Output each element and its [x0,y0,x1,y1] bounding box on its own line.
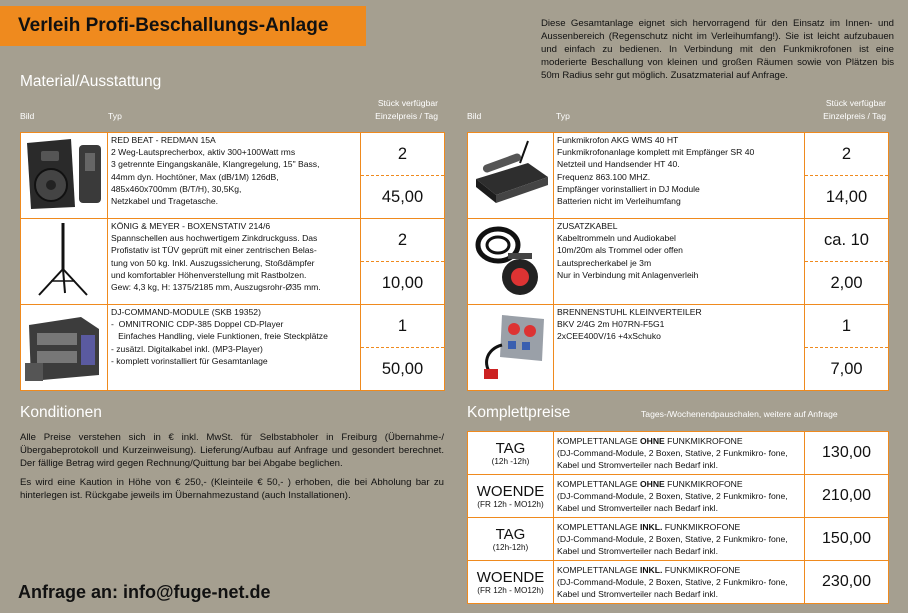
col-bild-left: Bild [20,111,35,121]
col-stueck-right: Stück verfügbar [825,98,886,108]
product-image-distributor [468,305,554,391]
konditionen-text [20,431,444,508]
table-row [468,518,889,561]
kp-desc-cell: KOMPLETTANLAGE INKL. FUNKMIKROFONE (DJ-Command-Module, 2 Boxen, Stative, 2 Funkmikro- fone, Kabel und Stromverteiler nach Bedarf inkl. [554,561,805,604]
kp-price-cell: 230,00 [805,561,889,604]
kp-label-cell: WOENDE (FR 12h - MO12h) [468,561,554,604]
komplettpreise-note: Tages-/Wochenendpauschalen, weitere auf Anfrage [641,409,838,419]
power-distributor-icon [468,305,552,385]
count-cable: ca. 10 [805,219,889,262]
product-image-speaker [21,133,108,219]
kp-label-cell: WOENDE (FR 12h - MO12h) [468,475,554,518]
count-distributor: 1 [805,305,889,348]
col-preis-left: Einzelpreis / Tag [375,111,438,121]
komplettpreise-title: Komplettpreise [467,404,571,421]
konditionen-title: Konditionen [20,404,102,421]
col-typ-right: Typ [556,111,570,121]
product-desc-stand: KÖNIG & MEYER - BOXENSTATIV 214/6 Spannschellen aus hochwertigem Zinkdruckguss. Das Profistativ ist TÜV geprüft mit einer zentrischen Belas- tung von 50 kg. Inkl. Auszugssicherung, Stoßdämpfer und komfortabler Höhenverstellung mit Rastbolzen. Gew: 4,3 kg, H: 1375/2185 mm, Auszugsrohr-Ø35 mm. [108,219,361,305]
product-desc-cable: ZUSATZKABEL Kabeltrommeln und Audiokabel 10m/20m als Trommel oder offen Lautsprecherkabel je 3m Nur in Verbindung mit Anlagenverleih [554,219,805,305]
col-stueck-left: Stück verfügbar [377,98,438,108]
kp-price-cell: 210,00 [805,475,889,518]
product-desc-distributor: BRENNENSTUHL KLEINVERTEILER BKV 2/4G 2m H07RN-F5G1 2xCEE400V/16 +4xSchuko [554,305,805,391]
wireless-mic-icon [468,133,552,213]
dj-module-icon [21,305,106,385]
table-row [468,475,889,518]
price-cable: 2,00 [805,262,889,305]
price-stand: 10,00 [361,262,445,305]
cable-reel-icon [468,219,552,299]
speaker-icon [21,133,106,213]
table-row [468,432,889,475]
kp-desc-cell: KOMPLETTANLAGE INKL. FUNKMIKROFONE (DJ-Command-Module, 2 Boxen, Stative, 2 Funkmikro- fone, Kabel und Stromverteiler nach Bedarf inkl. [554,518,805,561]
count-stand: 2 [361,219,445,262]
price-speaker: 45,00 [361,176,445,219]
kp-desc-cell: KOMPLETTANLAGE OHNE FUNKMIKROFONE (DJ-Command-Module, 2 Boxen, Stative, 2 Funkmikro- fone, Kabel und Stromverteiler nach Bedarf inkl. [554,475,805,518]
title-banner [0,6,366,46]
count-dj-module: 1 [361,305,445,348]
product-image-dj-module [21,305,108,391]
col-preis-right: Einzelpreis / Tag [823,111,886,121]
left-product-table [20,132,445,391]
product-image-cable [468,219,554,305]
product-desc-mic: Funkmikrofon AKG WMS 40 HT Funkmikrofonanlage komplett mit Empfänger SR 40 Netzteil und Handsender HT 40. Frequenz 863.100 MHZ. Empfänger vorinstalliert in DJ Module Batterien nicht im Verleihumfang [554,133,805,219]
konditionen-paragraph-2: Es wird eine Kaution in Höhe von € 250,- (Kleinteile € 50,- ) erhoben, die bei Abholung bar zu hinterlegen ist. Rückgabe jeweils im Übernahmezustand (auch Installationen). [20,477,444,501]
right-product-table [467,132,889,391]
price-mic: 14,00 [805,176,889,219]
konditionen-paragraph-1: Alle Preise verstehen sich in € inkl. MwSt. für Selbstabholer in Freiburg (Übernahme-/ Übergabeprotokoll und Kurzeinweisung). Lieferung/Aufbau auf Anfrage und gesondert berechnet. Der fällige Betrag wird gegen Rechnung/Quittung bar bei Abgabe beglichen. [20,432,444,469]
kp-label-cell: TAG (12h -12h) [468,432,554,475]
price-dj-module: 50,00 [361,348,445,391]
kp-desc-cell: KOMPLETTANLAGE OHNE FUNKMIKROFONE (DJ-Command-Module, 2 Boxen, Stative, 2 Funkmikro- fone, Kabel und Stromverteiler nach Bedarf inkl. [554,432,805,475]
table-row [468,561,889,604]
product-desc-speaker: RED BEAT - REDMAN 15A 2 Weg-Lautsprecherbox, aktiv 300+100Watt rms 3 getrennte Eingangskanäle, Klangregelung, 15" Bass, 44mm dyn. Hochtöner, Max (dB/1M) 126dB, 485x460x700mm (B/T/H), 30,5Kg, Netzkabel und Tragetasche. [108,133,361,219]
col-typ-left: Typ [108,111,122,121]
product-image-mic [468,133,554,219]
contact-email[interactable]: Anfrage an: info@fuge-net.de [18,582,271,602]
price-distributor: 7,00 [805,348,889,391]
tripod-stand-icon [21,219,106,299]
intro-text: Diese Gesamtanlage eignet sich hervorragend für den Einsatz im Innen- und Aussenbereich (Regenschutz nicht im Verleihumfang!). Sie ist leicht aufzubauen und einfach zu bedienen. In Verbindung mit den Funkmikrofonen ist eine moderierte Beschallung von kleinen und großen Räumen sowie von Plätzen bis 50m Radius sehr gut möglich. Zusatzmaterial auf Anfrage. [541,18,894,81]
page-title: Verleih Profi-Beschallungs-Anlage [18,15,329,36]
product-desc-dj-module: DJ-COMMAND-MODULE (SKB 19352) - OMNITRONIC CDP-385 Doppel CD-Player Einfaches Handling, viele Funktionen, freie Steckplätze - zusätzl. Digitalkabel inkl. (MP3-Player) - komplett vorinstalliert für Gesamtanlage [108,305,361,391]
komplettpreise-table [467,431,889,604]
kp-price-cell: 150,00 [805,518,889,561]
kp-price-cell: 130,00 [805,432,889,475]
col-bild-right: Bild [467,111,482,121]
count-mic: 2 [805,133,889,176]
material-title: Material/Ausstattung [20,73,162,90]
product-image-stand [21,219,108,305]
count-speaker: 2 [361,133,445,176]
kp-label-cell: TAG (12h-12h) [468,518,554,561]
